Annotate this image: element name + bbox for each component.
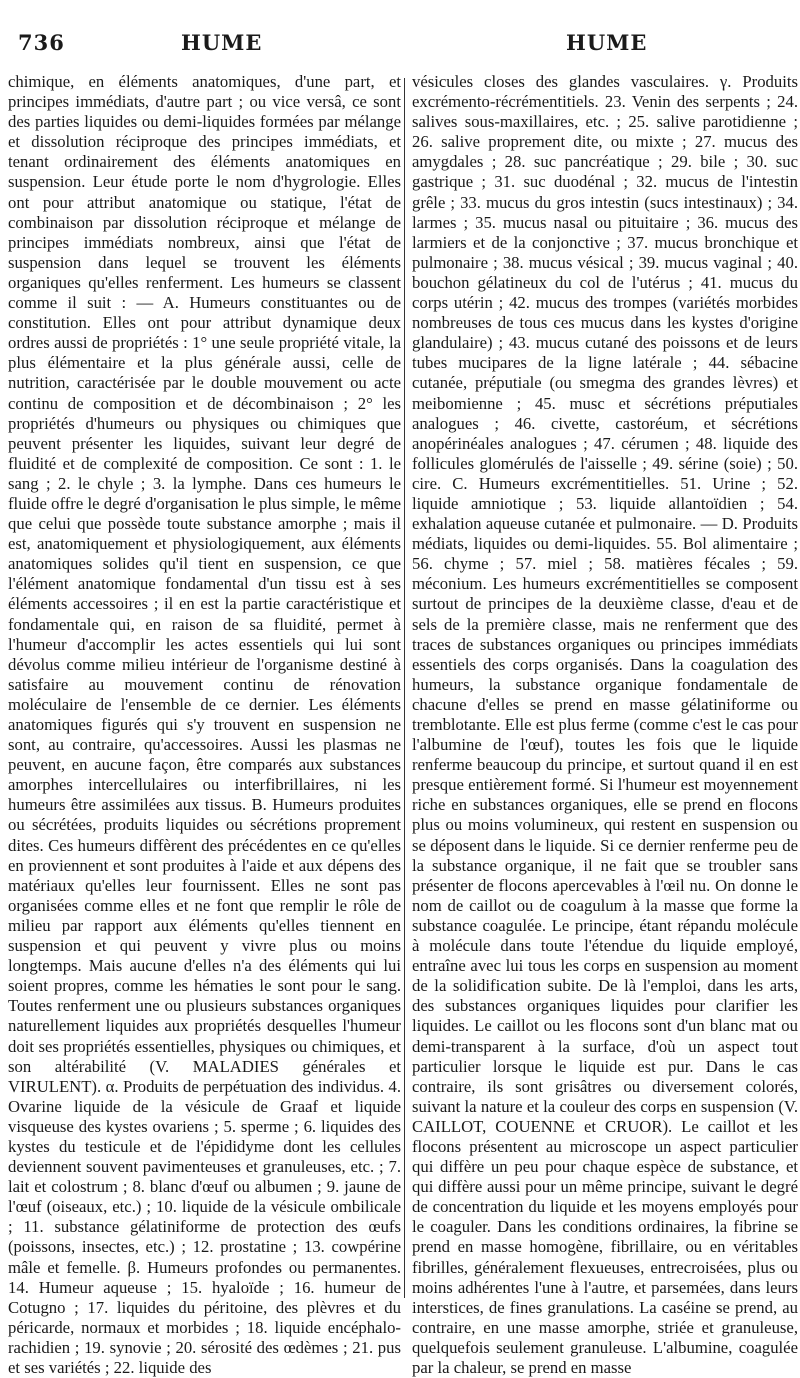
column-text-left: chimique, en éléments anatomiques, d'une part, et principes immédiats, d'autre part ; ou vice versâ, ce sont des parties liquides ou demi-liquides formées par mélange et dissolution réciproque des principes immédiats, et tenant ordinairement des éléments anatomiques en suspension. Leur étude porte le nom d'hygrologie. Elles ont pour attribut anatomique ou statique, l'état de combinaison par dissolution réciproque et mélange de principes immédiats nombreux, ainsi que l'état de suspension dans lequel se trouvent les éléments organiques qu'elles renferment. Les humeurs se classent comme il suit : — A. Humeurs constituantes ou de constitution. Elles ont pour attribut dynamique deux ordres aussi de propriétés : 1° une seule propriété vitale, la plus élémentaire et la plus générale aussi, celle de nutrition, caractérisée par le double mouvement ou acte continu de composition et de décombinaison ; 2° les propriétés d'humeurs ou physiques ou chimiques que peuvent présenter les liquides, suivant leur degré de fluidité et de complexité de composition. Ce sont : 1. le sang ; 2. le chyle ; 3. la lymphe. Dans ces humeurs le fluide offre le degré d'organisation le plus simple, le même que celui que possède toute substance amorphe ; mais il est, anatomiquement et physiologiquement, aux éléments anatomiques solides qu'il tient en suspension, ce que l'élément anatomique fondamental d'un tissu est à ses éléments accessoires ; il en est la partie caractéristique et fondamentale qui, en raison de sa fluidité, permet à l'humeur d'accomplir les actes essentiels qui lui sont dévolus comme milieu intérieur de l'organisme destiné à satisfaire au mouvement continu de rénovation moléculaire de l'ensemble de ce dernier. Les éléments anatomiques figurés qui s'y trouvent en suspension ne sont, au contraire, qu'accessoires. Aussi les plasmas ne peuvent, en aucune façon, être comparés aux substances amorphes intercellulaires ou interfibrillaires, ni les humeurs être assimilées aux tissus. B. Humeurs produites ou sécrétées, produits liquides ou sécrétions proprement dites. Ces humeurs diffèrent des précédentes en ce qu'elles en proviennent et sont produites à l'aide et aux dépens des matériaux qu'elles leur fournissent. Elles ne sont pas organisées comme elles et ne font que remplir le rôle de milieu par rapport aux éléments qu'elles tiennent en suspension et qui peuvent y vivre plus ou moins longtemps. Mais aucune d'elles n'a des éléments qui lui soient propres, comme les hématies le sont pour le sang. Toutes renferment une ou plusieurs substances organiques naturellement liquides aux propriétés desquelles l'humeur doit ses propriétés essentielles, physiques ou chimiques, et son altérabilité (V. MALADIES générales et VIRULENT). α. Produits de perpétuation des individus. 4. Ovarine liquide de la vésicule de Graaf et liquide visqueuse des kystes ovariens ; 5. sperme ; 6. liquides des kystes du testicule et de l'épididyme dont les cellules deviennent souvent pavimenteuses et granuleuses, etc. ; 7. lait et colostrum ; 8. blanc d'œuf ou albumen ; 9. jaune de l'œuf (oiseaux, etc.) ; 10. liquide de la vésicule ombilicale ; 11. substance gélatiniforme de protection des œufs (poissons, insectes, etc.) ; 12. prostatine ; 13. cowpérine mâle et femelle. β. Humeurs profondes ou permanentes. 14. Humeur aqueuse ; 15. hyaloïde ; 16. humeur de Cotugno ; 17. liquides du péritoine, des plèvres et du péricarde, normaux et morbides ; 18. liquide encéphalo-rachidien ; 19. synovie ; 20. sérosité des œdèmes ; 21. pus et ses variétés ; 22. liquide des: [8, 72, 401, 1377]
column-divider: [404, 78, 405, 1298]
column-text-right: vésicules closes des glandes vasculaires. γ. Produits excrémento-récrémentitiels. 23. Venin des serpents ; 24. salives sous-maxillaires, etc. ; 25. salive parotidienne ; 26. salive proprement dite, ou mixte ; 27. mucus des amygdales ; 28. suc pancréatique ; 29. bile ; 30. suc gastrique ; 31. suc duodénal ; 32. mucus de l'intestin grêle ; 33. mucus du gros intestin (sucs intestinaux) ; 34. larmes ; 35. mucus nasal ou pituitaire ; 36. mucus des larmiers et de la conjonctive ; 37. mucus bronchique et pulmonaire ; 38. mucus vésical ; 39. mucus vaginal ; 40. bouchon gélatineux du col de l'utérus ; 41. mucus du corps utérin ; 42. mucus des trompes (variétés morbides nombreuses de tous ces mucus dans les kystes d'origine glandulaire) ; 43. mucus cutané des poissons et de leurs tubes mucipares de la ligne latérale ; 44. sébacine cutanée, préputiale (ou smegma des grandes lèvres) et meibomienne ; 45. musc et sécrétions préputiales analogues ; 46. civette, castoréum, et sécrétions anopérinéales analogues ; 47. cérumen ; 48. liquide des follicules glomérulés de l'aisselle ; 49. sérine (soie) ; 50. cire. C. Humeurs excrémentitielles. 51. Urine ; 52. liquide amniotique ; 53. liquide allantoïdien ; 54. exhalation aqueuse cutanée et pulmonaire. — D. Produits médiats, liquides ou demi-liquides. 55. Bol alimentaire ; 56. chyme ; 57. miel ; 58. matières fécales ; 59. méconium. Les humeurs excrémentitielles se composent surtout de principes de la deuxième classe, d'eau et de sels de la première classe, mais ne renferment que des traces de substances organiques ou principes immédiats essentiels des corps organisés. Dans la coagulation des humeurs, la substance organique fondamentale de chacune d'elles se prend en masse gélatiniforme ou tremblotante. Elle est plus ferme (comme c'est le cas pour l'albumine de l'œuf), toutes les fois que le liquide renferme beaucoup du principe, et surtout quand il en est presque entièrement formé. Si l'humeur est moyennement riche en substances organiques, elle se prend en flocons plus ou moins volumineux, qui restent en suspension ou se déposent dans le liquide. Si ce dernier renferme peu de la substance organique, il ne fait que se troubler sans présenter de flocons apercevables à l'œil nu. On donne le nom de caillot ou de coagulum à la masse que forme la substance coagulée. Le principe, étant répandu molécule à molécule dans toute l'étendue du liquide employé, entraîne avec lui tous les corps en suspension au moment de la solidification subite. De là l'emploi, dans les arts, des substances organiques liquides pour clarifier les liquides. Le caillot ou les flocons sont d'un blanc mat ou demi-transparent à la surface, d'où un aspect tout particulier lorsque le liquide est pur. Dans le cas contraire, ils sont grisâtres ou diversement colorés, suivant la nature et la couleur des corps en suspension (V. CAILLOT, COUENNE et CRUOR). Le caillot et les flocons présentent au microscope un aspect particulier qui diffère un peu pour chaque espèce de substance, et qui diffère aussi pour un même principe, suivant le degré de concentration du liquide et les moyens employés pour le coaguler. Dans les conditions ordinaires, la fibrine se prend en masse homogène, fibrillaire, ou en véritables fibrilles, généralement flexueuses, entrecroisées, plus ou moins adhérentes l'une à l'autre, et parsemées, dans leurs interstices, de fines granulations. La caséine se prend, au contraire, en une masse amorphe, striée et granuleuse, quelquefois seulement granuleuse. L'albumine, coagulée par la chaleur, se prend en masse: [412, 72, 798, 1377]
running-head-right: HUME: [566, 30, 648, 55]
running-head-left: HUME: [181, 30, 263, 55]
text-column-right: [412, 72, 798, 1377]
page-number: 736: [18, 30, 65, 55]
page-header: [0, 0, 800, 70]
text-column-left: [8, 72, 401, 1377]
